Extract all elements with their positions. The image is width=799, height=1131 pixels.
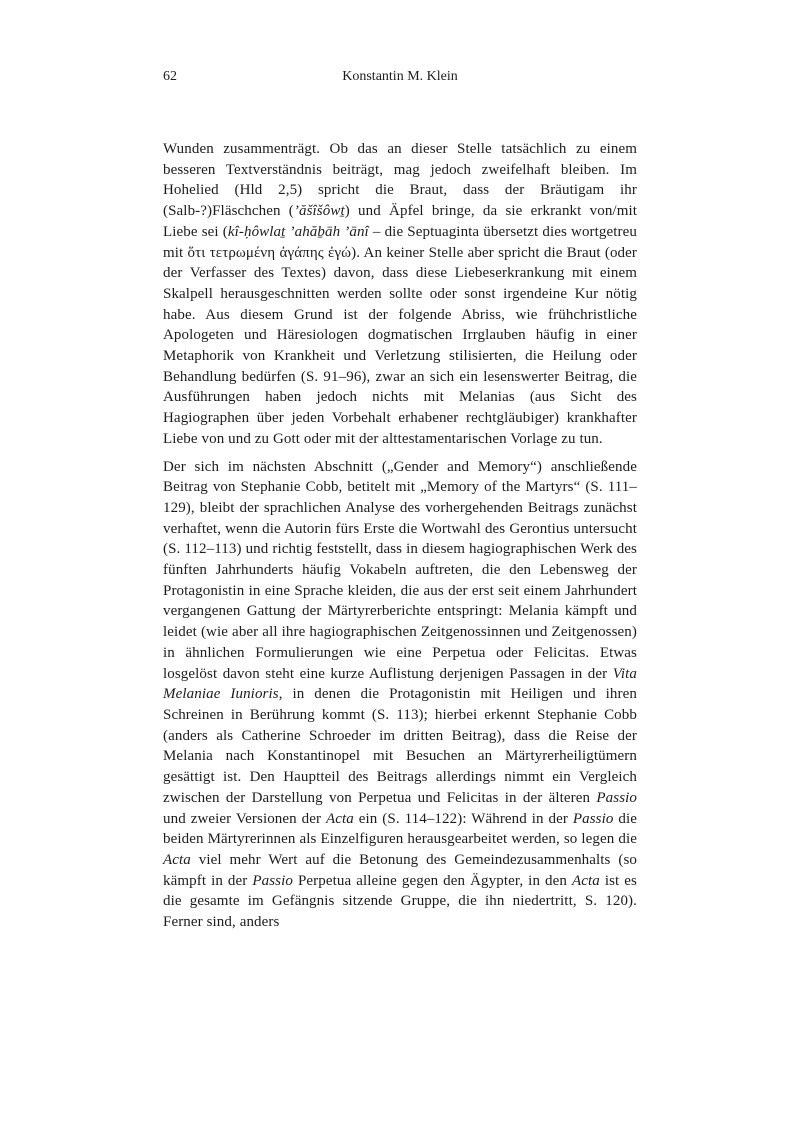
text-run: Der sich im nächsten Abschnitt („Gender and Memory“) anschließende Beitrag von Stephanie Cobb, betitelt mit „Memory of the Martyrs“ (S. 111–129), bleibt der sprachlichen Analyse des vorhergehenden Beitrags zunächst verhaftet, wenn die Autorin fürs Erste die Wortwahl des Gerontius untersucht (S. 112–113) und richtig feststellt, dass in diesem hagiographischen Werk des fünften Jahrhunderts häufig Vokabeln auftreten, die den Lebensweg der Protagonistin in eine Sprache kleiden, die aus der erst seit einem Jahrhundert vergangenen Gattung der Märtyrerberichte entspringt: Melania kämpft und leidet (wie aber all ihre hagiographischen Zeitgenossinnen und Zeitgenossen) in ähnlichen Formulierungen wie eine Perpetua oder Felicitas. Etwas losgelöst davon steht eine kurze Auflistung derjenigen Passagen in der xyxy=(163,458,637,682)
text-run: ein (S. 114–122): Während in der xyxy=(353,810,573,827)
italic-text-run: kî-ḥôwlaṯ ’ahăḇāh ’ānî xyxy=(227,223,369,240)
text-run: – die Septuaginta übersetzt dies wortgetreu mit ὅτι τετρωμένη ἀγάπης ἐγώ). An keiner Stelle aber spricht die Braut (oder der Verfasser des Textes) davon, dass diese Liebeserkrankung mit einem Skalpell herausgeschnitten werden sollte oder sonst irgendeine Kur nötig habe. Aus diesem Grund ist der folgende Abriss, wie frühchristliche Apologeten und Häresiologen dogmatischen Irrglauben häufig in einer Metaphorik von Krankheit und Verletzung stilisierten, die Heilung oder Behandlung bedürfen (S. 91–96), zwar an sich ein lesenswerter Beitrag, die Ausführungen haben jedoch nichts mit Melanias (aus Sicht des Hagiographen über jeden Vorbehalt erhabener rechtgläubiger) krankhafter Liebe von und zu Gott oder mit der alttestamentarischen Vorlage zu tun. xyxy=(163,223,637,447)
text-area xyxy=(163,67,637,933)
paragraph-1 xyxy=(163,139,637,450)
italic-text-run: ’ăšîšôwṯ xyxy=(293,203,345,220)
text-run: ) und Äpfel bringe, da sie erkrankt von/mit Liebe sei ( xyxy=(163,203,637,240)
italic-text-run: Acta xyxy=(163,851,191,868)
italic-text-run: Vita Melaniae Iunioris xyxy=(163,665,637,703)
paragraph-2 xyxy=(163,457,637,933)
text-run: , in denen die Protagonistin mit Heiligen und ihren Schreinen in Berührung kommt (S. 113); hierbei erkennt Stephanie Cobb (anders als Catherine Schroeder im dritten Beitrag), dass die Reise der Melania nach Konstantinopel mit Besuchen an Märtyrerheiligtümern gesättigt ist. Den Hauptteil des Beitrags allerdings nimmt ein Vergleich zwischen der Darstellung von Perpetua und Felicitas in der älteren xyxy=(163,686,637,806)
italic-text-run: Passio xyxy=(596,789,637,806)
running-header xyxy=(163,67,637,87)
text-run: und zweier Versionen der xyxy=(163,810,326,827)
page-number: 62 xyxy=(163,69,177,84)
running-head-author: Konstantin M. Klein xyxy=(342,69,458,84)
text-run: Perpetua alleine gegen den Ägypter, in den xyxy=(292,872,572,889)
text-run: ist es die gesamte im Gefängnis sitzende Gruppe, die ihn niedertritt, S. 120). Ferner sind, anders xyxy=(163,872,637,931)
text-run: die beiden Märtyrerinnen als Einzelfiguren herausgearbeitet werden, so legen die xyxy=(163,810,637,848)
text-run: viel mehr Wert auf die Betonung des Gemeindezusammenhalts (so kämpft in der xyxy=(163,851,637,889)
italic-text-run: Passio xyxy=(572,810,614,827)
italic-text-run: Passio xyxy=(252,872,293,889)
italic-text-run: Acta xyxy=(571,872,600,889)
text-run: Wunden zusammenträgt. Ob das an dieser Stelle tatsächlich zu einem besseren Textverständnis beiträgt, mag jedoch zweifelhaft bleiben. Im Hohelied (Hld 2,5) spricht die Braut, dass der Bräutigam ihr (Salb-?)Fläschchen ( xyxy=(163,141,637,220)
body-text xyxy=(163,139,637,933)
italic-text-run: Acta xyxy=(326,810,354,827)
